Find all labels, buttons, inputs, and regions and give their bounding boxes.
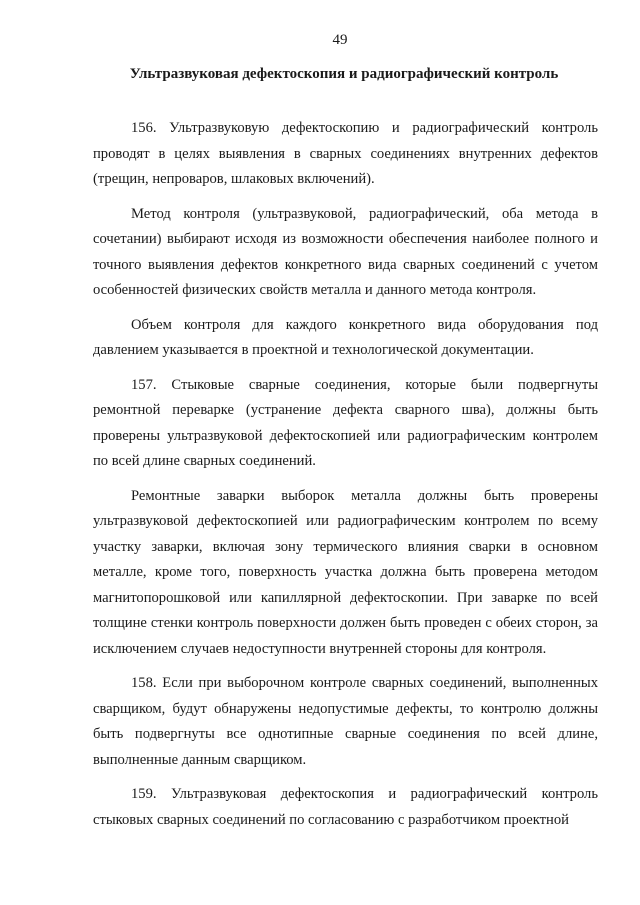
page-number: 49 [332, 32, 348, 48]
paragraph-156: 156. Ультразвуковую дефектоскопию и радиографический контроль проводят в целях выявления в сварных соединениях внутренних дефектов (трещин, непроваров, шлаковых включений). [93, 120, 598, 187]
paragraph-158: 158. Если при выборочном контроле сварных соединений, выполненных сварщиком, будут обнаружены недопустимые дефекты, то контролю должны быть подвергнуты все однотипные сварные соединения по всей длине, выполненные данным сварщиком. [93, 675, 598, 768]
paragraph-159: 159. Ультразвуковая дефектоскопия и радиографический контроль стыковых сварных соединений по согласованию с разработчиком проектной [93, 786, 598, 828]
document-body [93, 116, 598, 842]
paragraph-157: 157. Стыковые сварные соединения, которые были подвергнуты ремонтной переварке (устранение дефекта сварного шва), должны быть проверены ультразвуковой дефектоскопией или радиографическим контролем по всей длине сварных соединений. [93, 376, 598, 469]
section-heading: Ультразвуковая дефектоскопия и радиографический контроль [129, 66, 559, 82]
paragraph-control-volume: Объем контроля для каждого конкретного вида оборудования под давлением указывается в проектной и технологической документации. [93, 316, 598, 358]
paragraph-repair-welds: Ремонтные заварки выборок металла должны быть проверены ультразвуковой дефектоскопией или радиографическим контролем по всему участку заварки, включая зону термического влияния сварки в основном металле, кроме того, поверхность участка должна быть проверена методом магнитопорошковой или капиллярной дефектоскопии. При заварке по всей толщине стенки контроль поверхности должен быть проведен с обеих сторон, за исключением случаев недоступности внутренней стороны для контроля. [93, 487, 598, 657]
paragraph-control-method: Метод контроля (ультразвуковой, радиографический, оба метода в сочетании) выбирают исходя из возможности обеспечения наиболее полного и точного выявления дефектов конкретного вида сварных соединений с учетом особенностей физических свойств металла и данного метода контроля. [93, 205, 598, 298]
